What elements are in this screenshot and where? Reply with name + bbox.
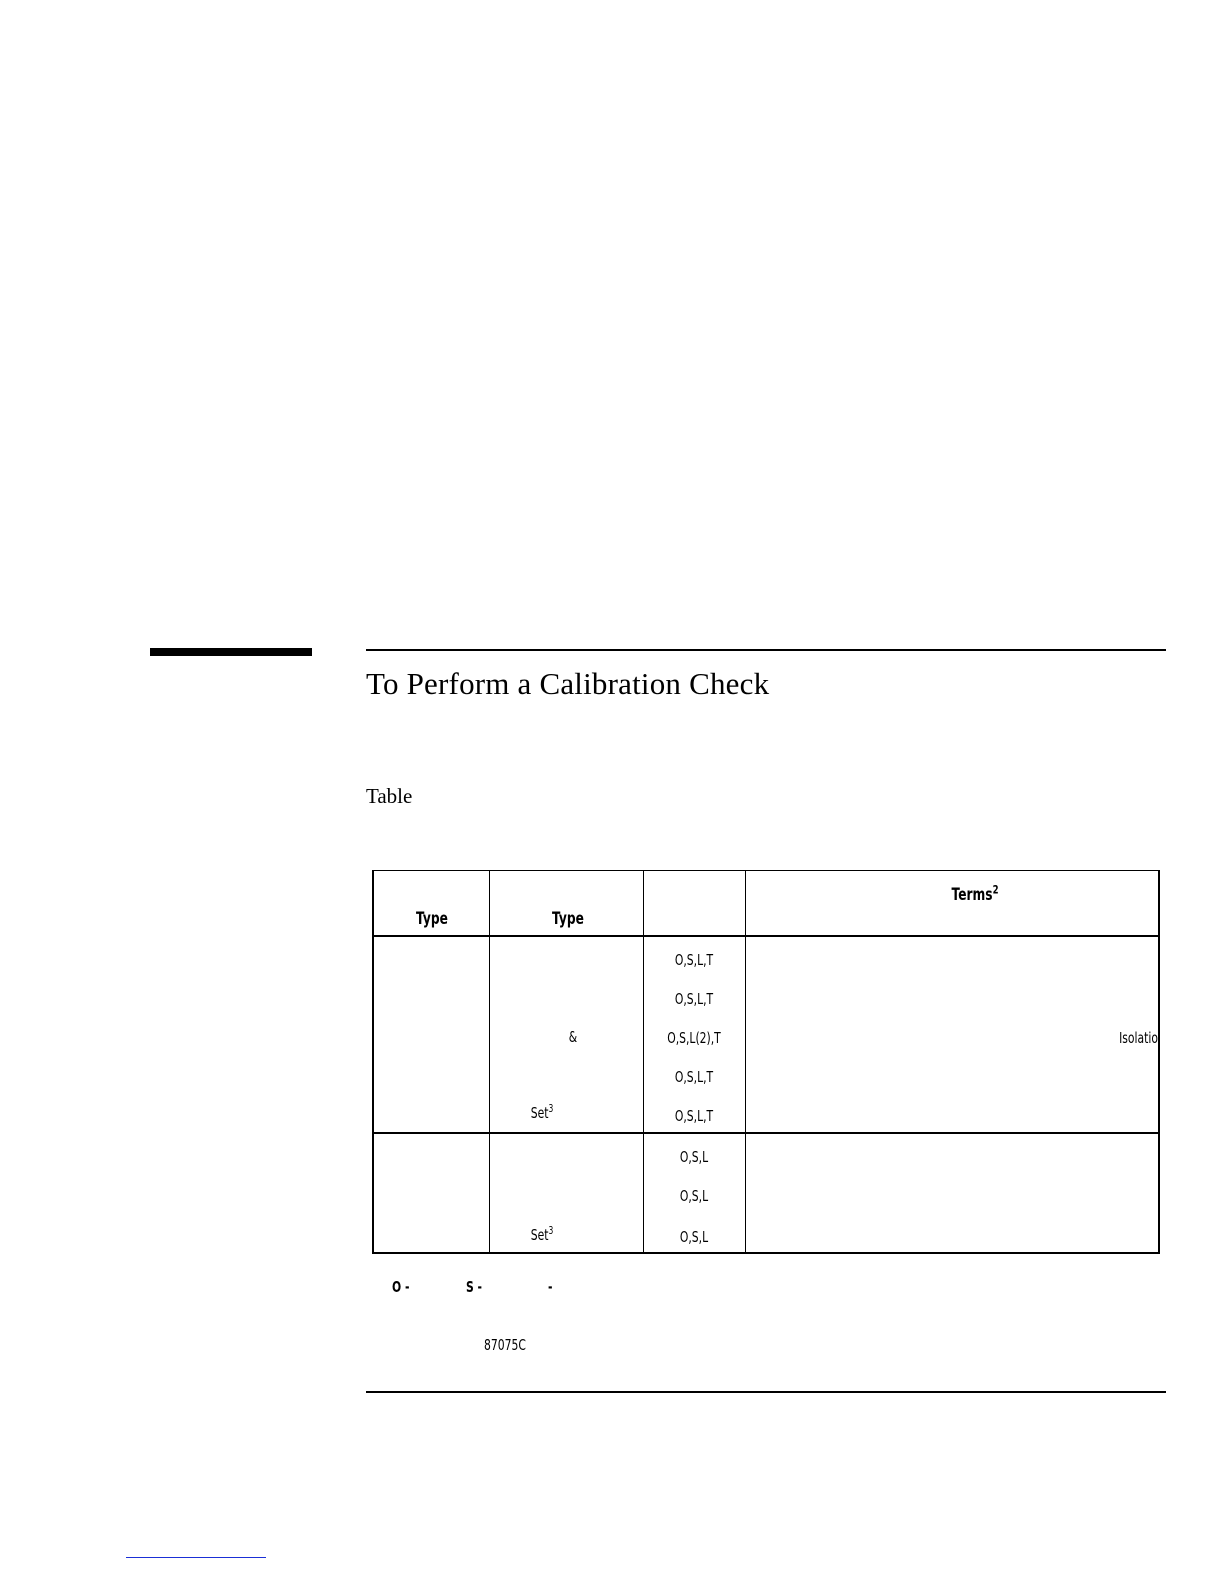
g2-col3-row2: O,S,L (679, 1187, 709, 1205)
header-col1-type: Type (416, 909, 448, 929)
table-reference: Table (366, 784, 413, 808)
page-title: To Perform a Calibration Check (366, 666, 770, 701)
g1-col2-row5: Set$^3$ (530, 1103, 554, 1122)
header-col4-terms: Terms$^2$ (951, 882, 999, 905)
header-col2-type: Type (552, 909, 584, 929)
table-bottom-border (372, 1252, 1160, 1254)
g2-col3-row1: O,S,L (679, 1148, 709, 1166)
section-side-bar (150, 648, 312, 656)
table-col-divider-3 (745, 870, 746, 1254)
g2-col2-row3: Set$^3$ (530, 1225, 554, 1244)
table-header-rule (372, 935, 1160, 937)
footer-link-underline (126, 1557, 266, 1558)
footnote-model: 87075C (484, 1336, 526, 1354)
table-col-divider-1 (489, 870, 490, 1254)
g1-col3-row4: O,S,L,T (674, 1068, 714, 1086)
g1-col3-row1: O,S,L,T (674, 951, 714, 969)
footnote-legend-open: O - (392, 1278, 410, 1296)
footnote-legend-load: - (548, 1278, 553, 1296)
g1-col4-row3: Isolatio (1119, 1029, 1158, 1047)
section-bottom-rule (366, 1391, 1166, 1393)
g1-col3-row2: O,S,L,T (674, 990, 714, 1008)
g1-col2-row3: & (568, 1028, 578, 1046)
section-top-rule (366, 649, 1166, 651)
table-top-border (372, 870, 1160, 871)
table-col-divider-2 (643, 870, 644, 1254)
table-right-border (1158, 870, 1160, 1254)
g2-col3-row3: O,S,L (679, 1228, 709, 1246)
table-group-rule (372, 1132, 1160, 1134)
g1-col3-row3: O,S,L(2),T (667, 1029, 721, 1047)
g1-col3-row5: O,S,L,T (674, 1107, 714, 1125)
table-left-border (372, 870, 374, 1254)
footnote-legend-short: S - (466, 1278, 483, 1296)
